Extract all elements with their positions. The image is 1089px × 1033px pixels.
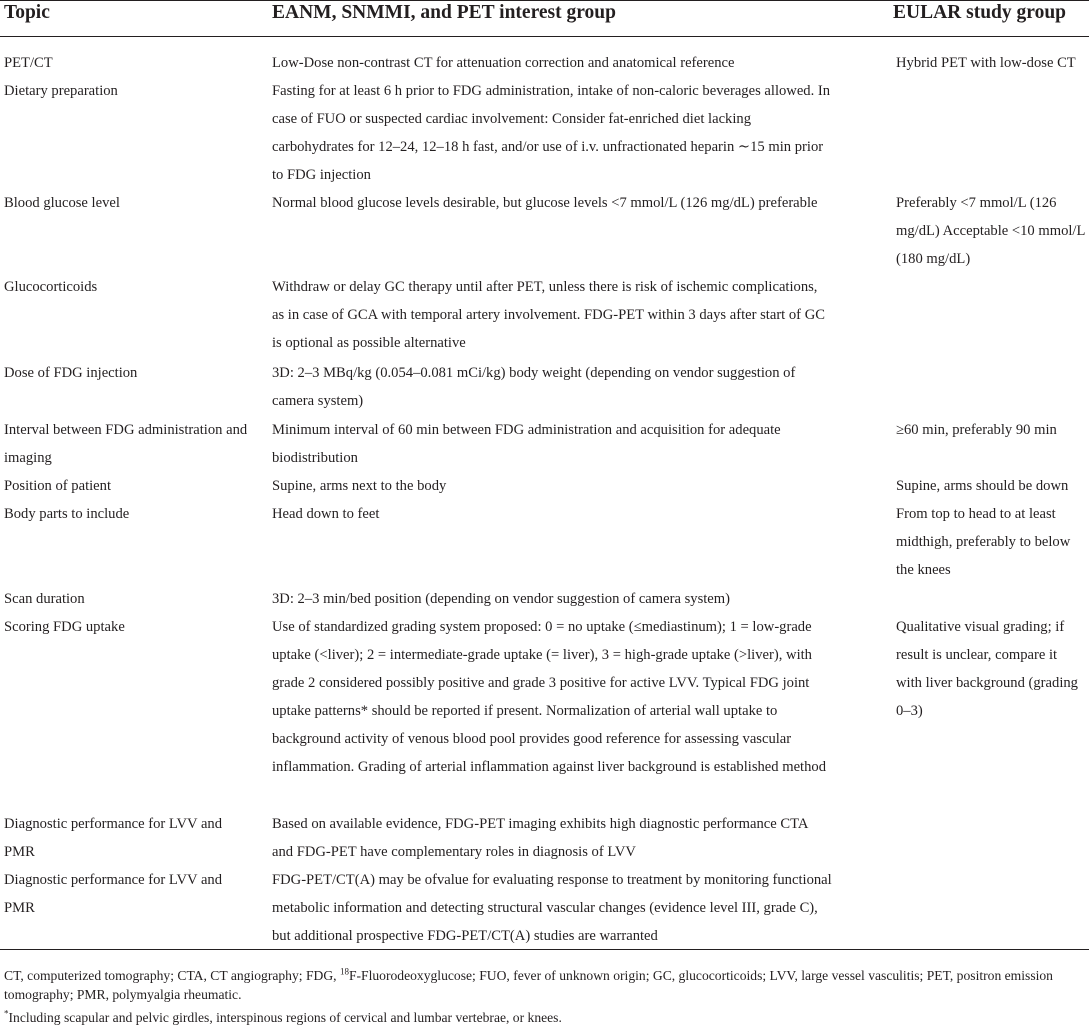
eanm-cell: Use of standardized grading system proposed: 0 = no uptake (≤mediastinum); 1 = low-grade uptake (<liver); 2 = intermediate-grade uptake (= liver), 3 = high-grade uptake (>liver), with grade 2 considered possibly positive and grade 3 positive for active LVV. Typical FDG joint uptake patterns* should be reported if present. Normalization of arterial wall uptake to background activity of venous blood pool provides good reference for assessing vascular inflammation. Grading of arterial inflammation against liver background is established method: [272, 619, 827, 775]
topic-cell: Glucocorticoids: [4, 279, 98, 295]
topic-cell: Scoring FDG uptake: [4, 619, 125, 635]
eular-cell: Preferably <7 mmol/L (126 mg/dL) Acceptable <10 mmol/L (180 mg/dL): [896, 195, 1085, 267]
asterisk-footnote-text: Including scapular and pelvic girdles, interspinous regions of cervical and lumbar vertebrae, or knees.: [8, 1010, 562, 1025]
eular-cell: From top to head to at least midthigh, preferably to below the knees: [896, 506, 1071, 578]
abbreviations-footnote: [4, 966, 1084, 1004]
header-topic: Topic: [4, 2, 50, 23]
topic-cell: Blood glucose level: [4, 195, 120, 211]
eanm-cell: Head down to feet: [272, 506, 380, 522]
topic-cell: Dose of FDG injection: [4, 365, 138, 381]
topic-cell: Scan duration: [4, 591, 85, 607]
topic-cell: Body parts to include: [4, 506, 130, 522]
eular-cell: Supine, arms should be down: [896, 478, 1069, 494]
topic-cell: Interval between FDG administration and imaging: [4, 422, 248, 466]
eanm-cell: 3D: 2–3 min/bed position (depending on vendor suggestion of camera system): [272, 591, 731, 607]
topic-cell: Dietary preparation: [4, 83, 118, 99]
isotope-superscript: 18: [339, 966, 349, 977]
topic-cell: Diagnostic performance for LVV and PMR: [4, 872, 223, 916]
abbrev-text-end: F-Fluorodeoxyglucose; FUO, fever of unknown origin; GC, glucocorticoids; LVV, large vessel vasculitis; PET, positron emission tomography; PMR, polymyalgia rheumatic.: [4, 968, 1053, 1002]
eular-cell: ≥60 min, preferably 90 min: [896, 422, 1057, 438]
header-rule: [0, 36, 1089, 37]
eanm-cell: Minimum interval of 60 min between FDG administration and acquisition for adequate biodistribution: [272, 422, 781, 466]
eanm-cell: FDG-PET/CT(A) may be ofvalue for evaluating response to treatment by monitoring functional metabolic information and detecting structural vascular changes (evidence level III, grade C), but additional prospective FDG-PET/CT(A) studies are warranted: [272, 872, 832, 944]
asterisk-mark: *: [4, 1008, 9, 1019]
table-bottom-rule: [0, 949, 1089, 950]
eular-cell: Qualitative visual grading; if result is unclear, compare it with liver background (grading 0–3): [896, 619, 1078, 719]
eanm-cell: Supine, arms next to the body: [272, 478, 447, 494]
eanm-cell: Normal blood glucose levels desirable, but glucose levels <7 mmol/L (126 mg/dL) preferable: [272, 195, 818, 211]
asterisk-footnote: [4, 1008, 1084, 1027]
eanm-cell: Based on available evidence, FDG-PET imaging exhibits high diagnostic performance CTA and FDG-PET have complementary roles in diagnosis of LVV: [272, 816, 808, 860]
topic-cell: Diagnostic performance for LVV and PMR: [4, 816, 223, 860]
eanm-cell: Withdraw or delay GC therapy until after PET, unless there is risk of ischemic complications, as in case of GCA with temporal artery involvement. FDG-PET within 3 days after start of GC is optional as possible alternative: [272, 279, 825, 351]
header-eanm: EANM, SNMMI, and PET interest group: [272, 2, 616, 23]
eanm-cell: Fasting for at least 6 h prior to FDG administration, intake of non-caloric beverages allowed. In case of FUO or suspected cardiac involvement: Consider fat-enriched diet lacking carbohydrates for 12–24, 12–18 h fast, and/or use of i.v. unfractionated heparin ∼15 min prior to FDG injection: [272, 83, 831, 183]
eanm-cell: Low-Dose non-contrast CT for attenuation correction and anatomical reference: [272, 55, 735, 71]
abbrev-text-start: CT, computerized tomography; CTA, CT angiography; FDG,: [4, 968, 340, 983]
eanm-cell: 3D: 2–3 MBq/kg (0.054–0.081 mCi/kg) body weight (depending on vendor suggestion of camera system): [272, 365, 796, 409]
eular-cell: Hybrid PET with low-dose CT: [896, 55, 1076, 71]
topic-cell: PET/CT: [4, 55, 53, 71]
topic-cell: Position of patient: [4, 478, 112, 494]
header-eular: EULAR study group: [893, 2, 1067, 23]
